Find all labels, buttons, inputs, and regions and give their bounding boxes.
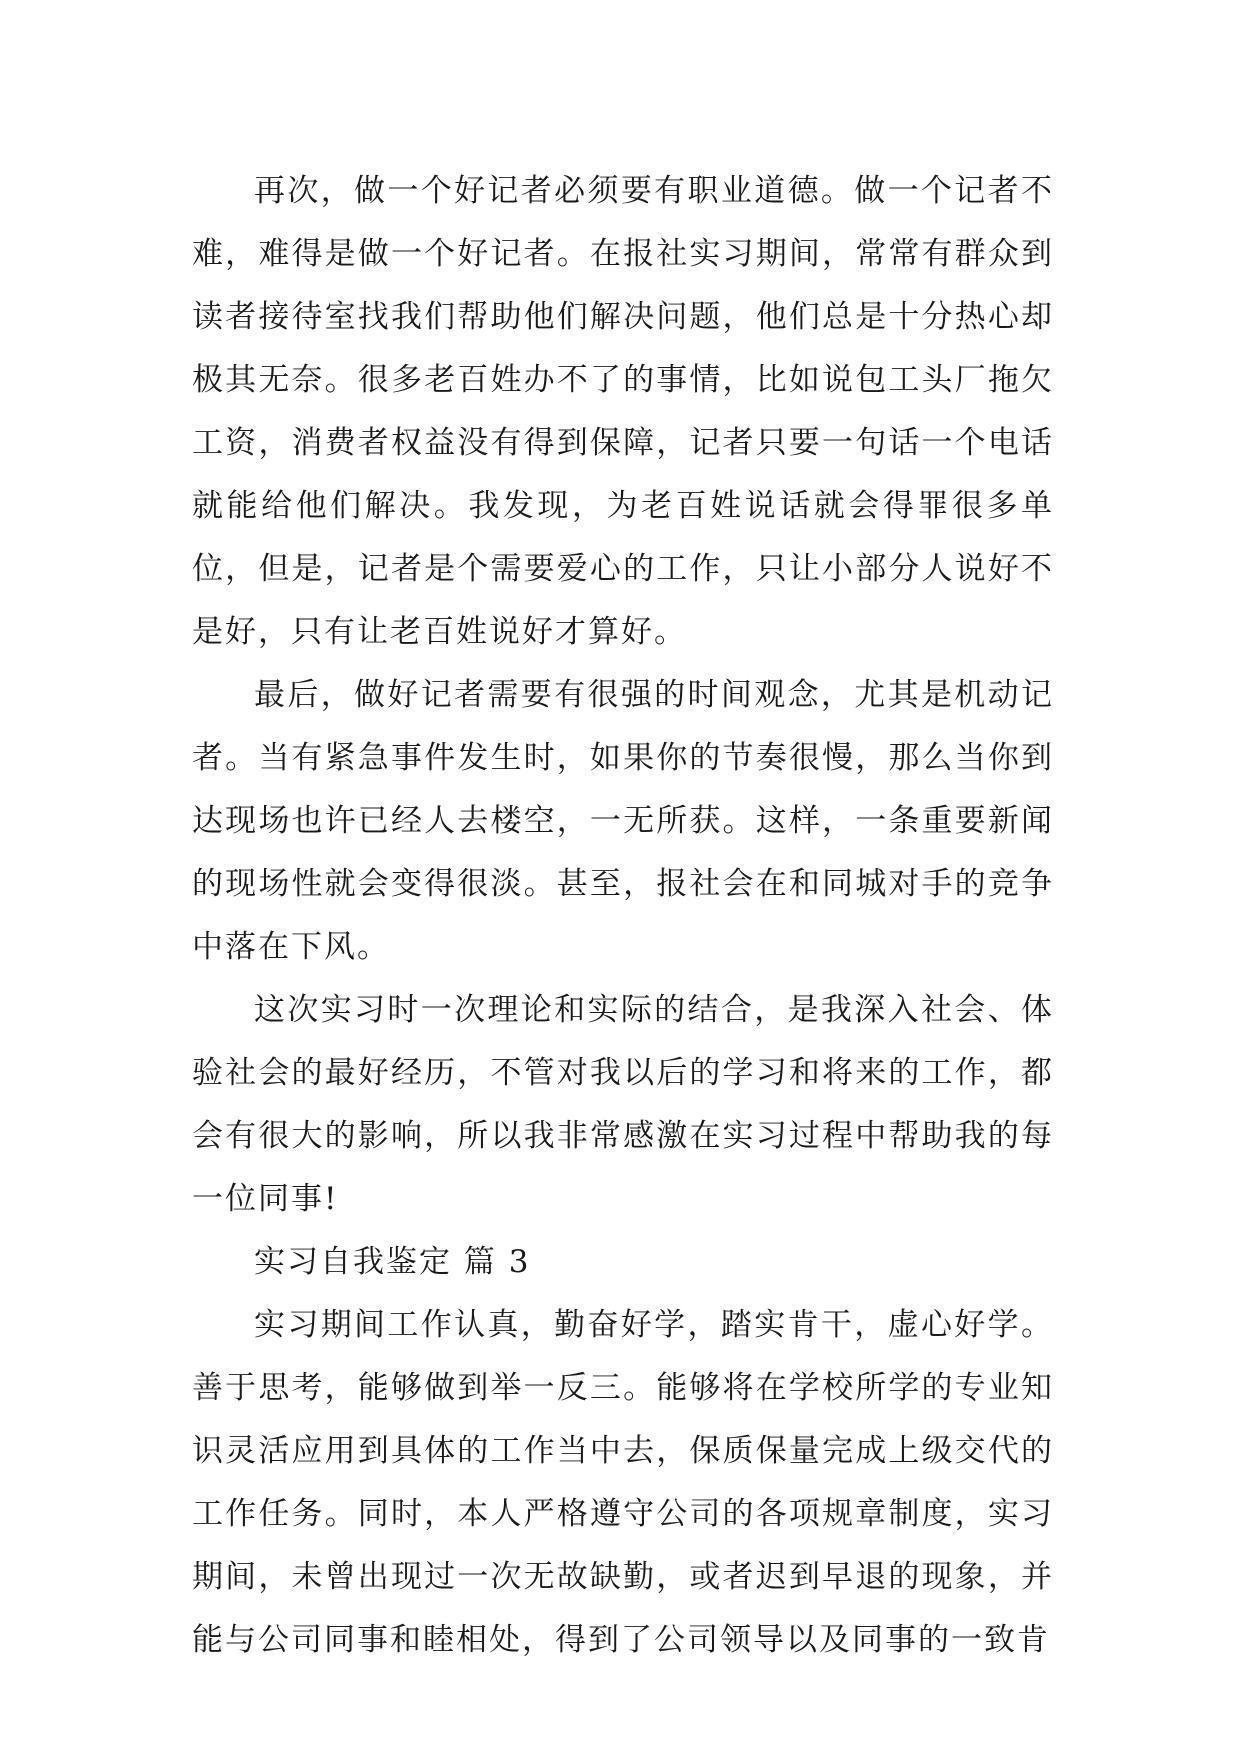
document-page bbox=[192, 160, 1054, 1672]
paragraph-self-assessment: 实习期间工作认真，勤奋好学，踏实肯干，虚心好学。善于思考，能够做到举一反三。能够将在学校所学的专业知识灵活应用到具体的工作当中去，保质保量完成上级交代的工作任务。同时，本人严格遵守公司的各项规章制度，实习期间，未曾出现过一次无故缺勤，或者迟到早退的现象，并能与公司同事和睦相处，得到了公司领导以及同事的一致肯 bbox=[192, 1307, 1054, 1658]
paragraph-conclusion: 这次实习时一次理论和实际的结合，是我深入社会、体验社会的最好经历，不管对我以后的学习和将来的工作，都会有很大的影响，所以我非常感激在实习过程中帮助我的每一位同事! bbox=[192, 992, 1054, 1217]
paragraph-professional-ethics: 再次，做一个好记者必须要有职业道德。做一个记者不难，难得是做一个好记者。在报社实习期间，常常有群众到读者接待室找我们帮助他们解决问题，他们总是十分热心却极其无奈。很多老百姓办不了的事情，比如说包工头厂拖欠工资，消费者权益没有得到保障，记者只要一句话一个电话就能给他们解决。我发现，为老百姓说话就会得罪很多单位，但是，记者是个需要爱心的工作，只让小部分人说好不是好，只有让老百姓说好才算好。 bbox=[192, 173, 1054, 650]
paragraph-time-awareness: 最后，做好记者需要有很强的时间观念，尤其是机动记者。当有紧急事件发生时，如果你的节奏很慢，那么当你到达现场也许已经人去楼空，一无所获。这样，一条重要新闻的现场性就会变得很淡。甚至，报社会在和同城对手的竞争中落在下风。 bbox=[192, 677, 1054, 965]
section-heading: 实习自我鉴定 篇 3 bbox=[254, 1244, 531, 1280]
